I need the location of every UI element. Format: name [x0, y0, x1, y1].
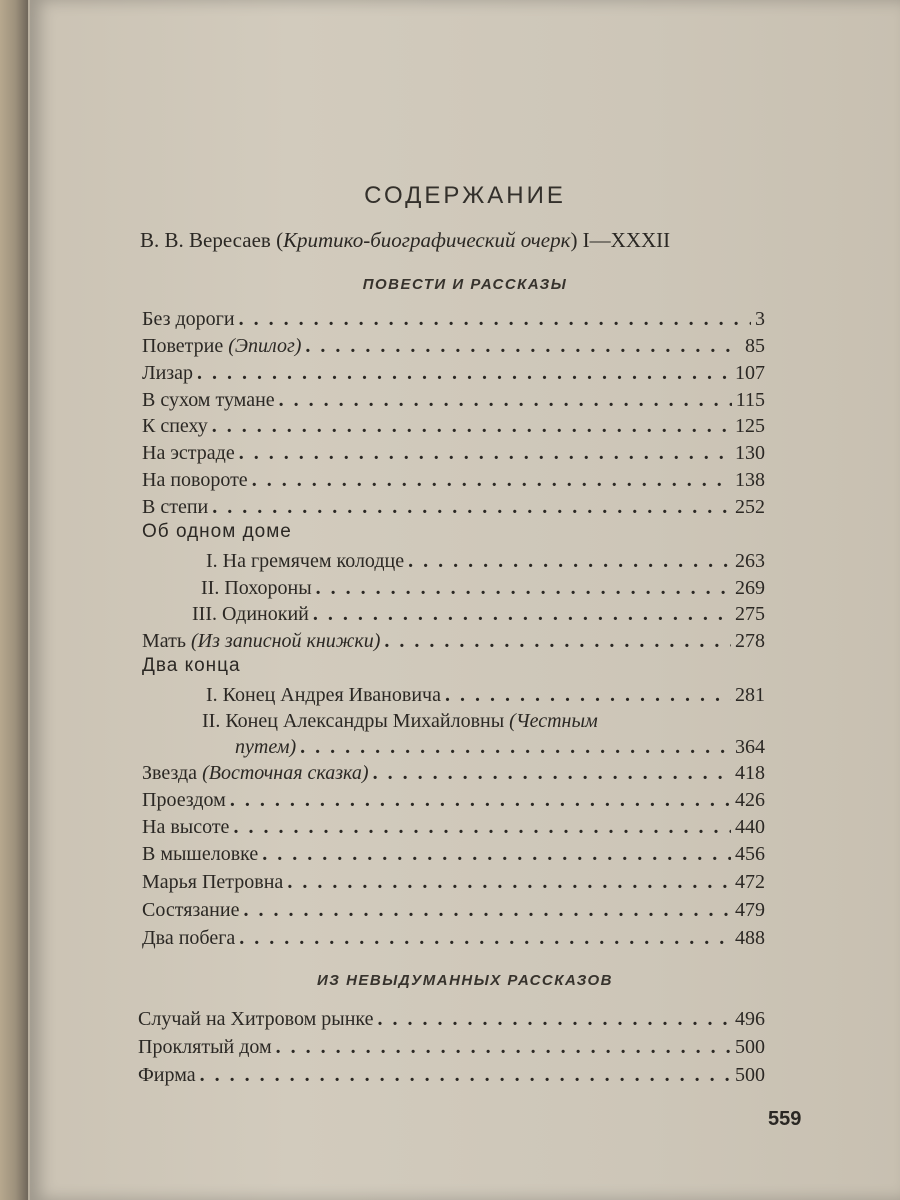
toc-entry: Проездом . . 426 — [142, 787, 765, 813]
section-heading-unfabricated: ИЗ НЕВЫДУМАННЫХ РАССКАЗОВ — [317, 972, 613, 989]
leader-dots — [239, 925, 731, 951]
leader-dots — [445, 682, 731, 708]
leader-dots — [230, 787, 731, 813]
toc-entry: Без дороги . . 3 — [142, 306, 765, 332]
leader-dots — [212, 494, 731, 520]
toc-subentry-continued: путем) . . 364 — [235, 734, 765, 760]
toc-entry: В мышеловке . . 456 — [142, 841, 765, 867]
toc-entry: Звезда (Восточная сказка) . . 418 — [142, 760, 765, 786]
toc-entry: Фирма . . 500 — [138, 1062, 765, 1088]
intro-essay: Критико-биографический очерк — [283, 228, 571, 252]
toc-subentry: I. Конец Андрея Ивановича . . 281 — [206, 682, 765, 708]
leader-dots — [239, 306, 751, 332]
page-number: 559 — [768, 1108, 802, 1130]
toc-entry: На высоте . . 440 — [142, 814, 765, 840]
toc-subentry: II. Похороны . . 269 — [201, 575, 765, 601]
leader-dots — [305, 333, 741, 359]
leader-dots — [287, 869, 731, 895]
adjacent-page-edge — [0, 0, 28, 1200]
leader-dots — [243, 897, 731, 923]
leader-dots — [233, 814, 731, 840]
leader-dots — [200, 1062, 731, 1088]
toc-entry: Поветрие (Эпилог) . . 85 — [142, 333, 765, 359]
toc-entry: В степи . . 252 — [142, 494, 765, 520]
toc-entry: К спеху . . 125 — [142, 413, 765, 439]
leader-dots — [316, 575, 731, 601]
leader-dots — [276, 1034, 731, 1060]
toc-subentry: I. На гремячем колодце . . 263 — [206, 548, 765, 574]
leader-dots — [378, 1006, 732, 1032]
leader-dots — [300, 734, 731, 760]
page-title: СОДЕРЖАНИЕ — [364, 182, 566, 209]
toc-entry: Случай на Хитровом рынке . . 496 — [138, 1006, 765, 1032]
toc-entry: Лизар . . 107 — [142, 360, 765, 386]
leader-dots — [384, 628, 731, 654]
leader-dots — [197, 360, 731, 386]
leader-dots — [239, 440, 731, 466]
toc-entry: Два побега . . 488 — [142, 925, 765, 951]
intro-pages: ) I—XXXII — [570, 228, 671, 252]
leader-dots — [279, 387, 732, 413]
leader-dots — [212, 413, 731, 439]
toc-entry: Состязание . . 479 — [142, 897, 765, 923]
toc-entry: На повороте . . 138 — [142, 467, 765, 493]
toc-subentry: III. Одинокий . . 275 — [192, 601, 765, 627]
toc-entry: На эстраде . . 130 — [142, 440, 765, 466]
toc-entry: В сухом тумане . . 115 — [142, 387, 765, 413]
toc-group-heading: Два конца — [142, 655, 241, 676]
leader-dots — [252, 467, 731, 493]
leader-dots — [408, 548, 731, 574]
leader-dots — [262, 841, 731, 867]
intro-entry — [140, 228, 790, 253]
toc-group-heading: Об одном доме — [142, 521, 292, 542]
toc-subentry: II. Конец Александры Михайловны (Честным — [202, 710, 598, 732]
toc-entry: Марья Петровна . . 472 — [142, 869, 765, 895]
leader-dots — [313, 601, 731, 627]
intro-author: В. В. Вересаев ( — [140, 228, 284, 252]
book-page — [30, 0, 900, 1200]
section-heading-stories: ПОВЕСТИ И РАССКАЗЫ — [362, 276, 568, 293]
leader-dots — [373, 760, 731, 786]
toc-entry: Мать (Из записной книжки) . . 278 — [142, 628, 765, 654]
toc-entry: Проклятый дом . . 500 — [138, 1034, 765, 1060]
